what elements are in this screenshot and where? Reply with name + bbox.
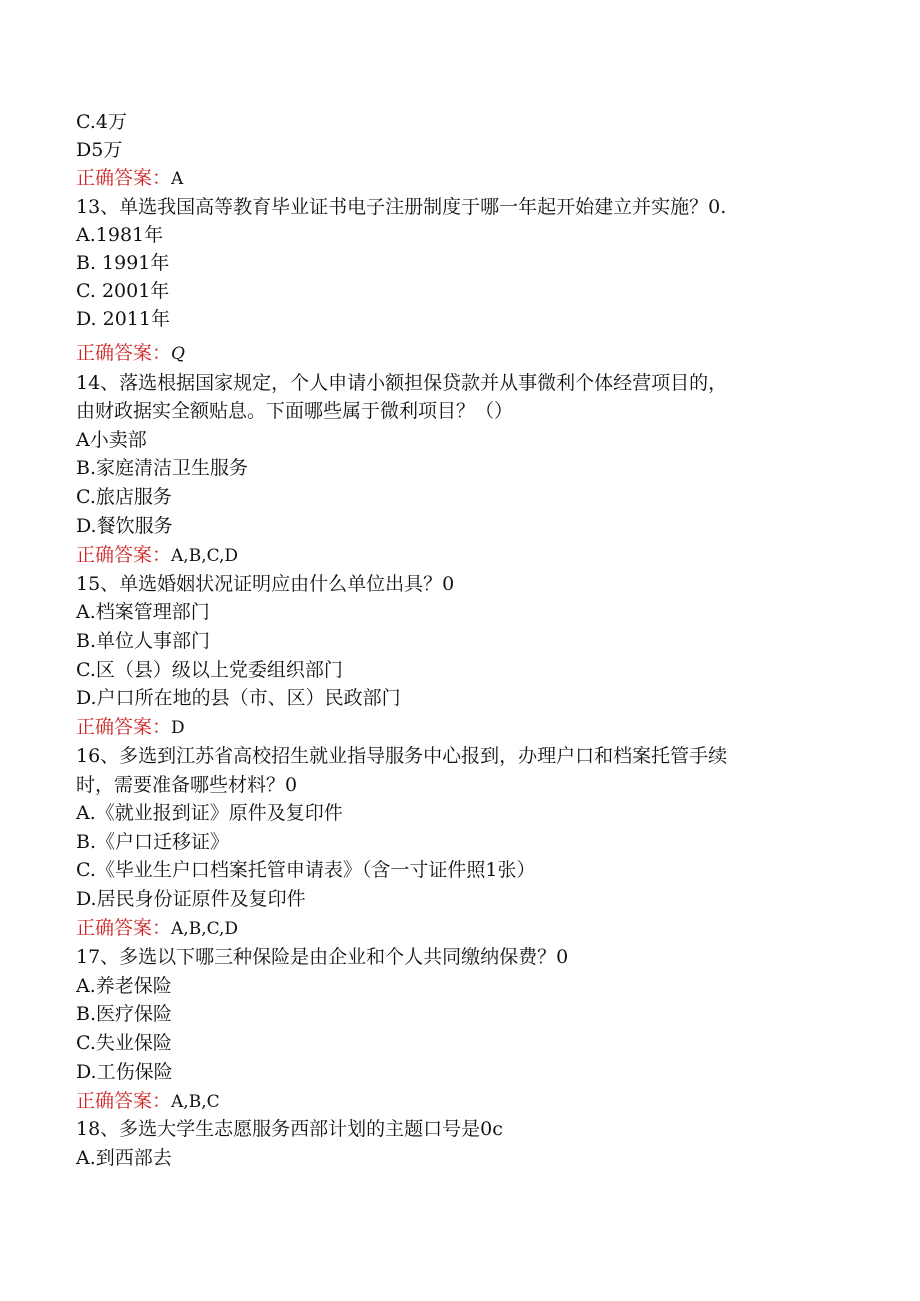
q13-option-d: D. 2011年: [76, 308, 170, 330]
question-17: 17、多选以下哪三种保险是由企业和个人共同缴纳保费？0: [76, 946, 569, 968]
answer-16: [76, 916, 238, 941]
question-14-line1: 14、落选根据国家规定，个人申请小额担保贷款并从事微利个体经营项目的，: [76, 372, 728, 394]
question-14-line2: 由财政据实全额贴息。下面哪些属于微利项目？（）: [76, 400, 514, 422]
q14-option-d: D.餐饮服务: [76, 515, 173, 537]
answer-value: A,B,C,D: [171, 919, 239, 939]
answer-12: [76, 166, 183, 191]
answer-label: 正确答案：: [76, 544, 172, 566]
q16-option-d: D.居民身份证原件及复印件: [76, 888, 306, 910]
q17-option-b: B.医疗保险: [76, 1003, 173, 1025]
answer-17: [76, 1089, 220, 1114]
q14-option-c: C.旅店服务: [76, 486, 172, 508]
answer-value: Q: [171, 344, 185, 364]
q17-option-c: C.失业保险: [76, 1032, 172, 1054]
q15-option-a: A.档案管理部门: [76, 601, 210, 623]
answer-label: 正确答案：: [76, 1090, 172, 1112]
question-16-line1: 16、多选到江苏省高校招生就业指导服务中心报到，办理户口和档案托管手续: [76, 745, 728, 767]
answer-14: [76, 543, 238, 568]
answer-label: 正确答案：: [76, 342, 172, 364]
q14-option-a: A小卖部: [76, 429, 147, 451]
q13-option-c: C. 2001年: [76, 280, 170, 302]
q15-option-c: C.区（县）级以上党委组织部门: [76, 659, 343, 681]
answer-value: A,B,C,D: [171, 546, 239, 566]
q18-option-a: A.到西部去: [76, 1147, 172, 1169]
q15-option-b: B.单位人事部门: [76, 630, 211, 652]
q16-option-b: B.《户口迁移证》: [76, 831, 230, 853]
answer-label: 正确答案：: [76, 917, 172, 939]
question-16-line2: 时，需要准备哪些材料？0: [76, 774, 298, 796]
answer-label: 正确答案：: [76, 167, 172, 189]
answer-value: A,B,C: [171, 1092, 220, 1112]
q17-option-d: D.工伤保险: [76, 1061, 173, 1083]
answer-value: D: [171, 718, 185, 738]
answer-value: A: [171, 169, 184, 189]
question-15: 15、单选婚姻状况证明应由什么单位出具？0: [76, 573, 455, 595]
answer-13: [76, 341, 185, 366]
q13-option-a: A.1981年: [76, 224, 164, 246]
answer-label: 正确答案：: [76, 716, 172, 738]
q16-option-a: A.《就业报到证》原件及复印件: [76, 802, 343, 824]
question-13: 13、单选我国高等教育毕业证书电子注册制度于哪一年起开始建立并实施？0.: [76, 196, 727, 218]
q15-option-d: D.户口所在地的县（市、区）民政部门: [76, 687, 401, 709]
q16-option-c: C.《毕业生户口档案托管申请表》（含一寸证件照1张）: [76, 859, 536, 881]
q13-option-b: B. 1991年: [76, 252, 170, 274]
q17-option-a: A.养老保险: [76, 975, 172, 997]
option-c-line: C.4万: [76, 111, 127, 133]
q14-option-b: B.家庭清洁卫生服务: [76, 457, 249, 479]
question-18: 18、多选大学生志愿服务西部计划的主题口号是0c: [76, 1118, 503, 1140]
option-d-line: D5万: [76, 139, 123, 161]
answer-15: [76, 715, 185, 740]
